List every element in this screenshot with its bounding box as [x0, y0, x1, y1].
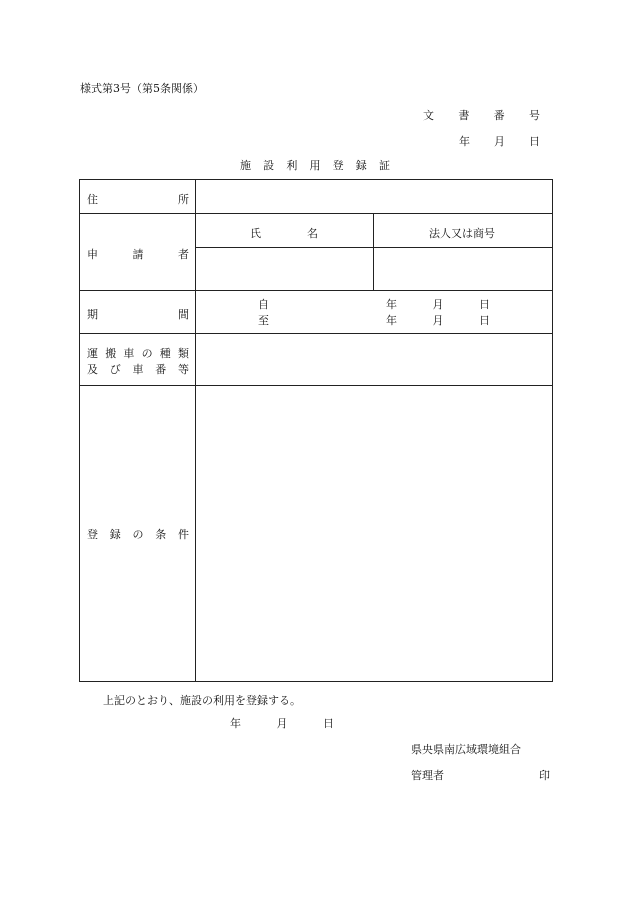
corporate-name-header: 法人又は商号	[429, 227, 495, 240]
applicant-name-value[interactable]	[196, 248, 372, 289]
registration-date: 年 月 日	[230, 717, 334, 730]
period-label: 期 間	[87, 308, 189, 321]
document-number-label: 文 書 番 号	[423, 109, 540, 122]
address-label: 住 所	[87, 193, 189, 206]
address-value[interactable]	[196, 181, 551, 213]
registration-conditions-value[interactable]	[196, 386, 551, 680]
period-to: 至	[258, 314, 269, 327]
name-header: 氏 名	[250, 227, 318, 240]
corporate-name-value[interactable]	[374, 248, 551, 289]
vehicle-number-label: 及 び 車 番 等	[87, 363, 189, 376]
period-from: 自	[258, 298, 269, 311]
vehicle-type-label: 運 搬 車 の 種 類	[87, 347, 189, 360]
applicant-label: 申 請 者	[87, 248, 189, 261]
manager-label: 管理者	[411, 769, 444, 782]
registration-statement: 上記のとおり、施設の利用を登録する。	[103, 694, 301, 707]
registration-form-table	[79, 179, 553, 682]
vehicle-value[interactable]	[196, 334, 551, 384]
document-title: 施 設 利 用 登 録 証	[240, 159, 390, 172]
period-from-date: 年 月 日	[386, 298, 490, 311]
registration-conditions-label: 登 録 の 条 件	[87, 528, 189, 541]
row-divider	[80, 290, 552, 291]
row-divider	[80, 213, 552, 214]
form-number: 様式第3号（第5条関係）	[80, 82, 204, 95]
organization-name: 県央県南広域環境組合	[411, 743, 521, 756]
issue-date-label: 年 月 日	[459, 135, 540, 148]
seal-mark: 印	[539, 769, 550, 782]
period-to-date: 年 月 日	[386, 314, 490, 327]
